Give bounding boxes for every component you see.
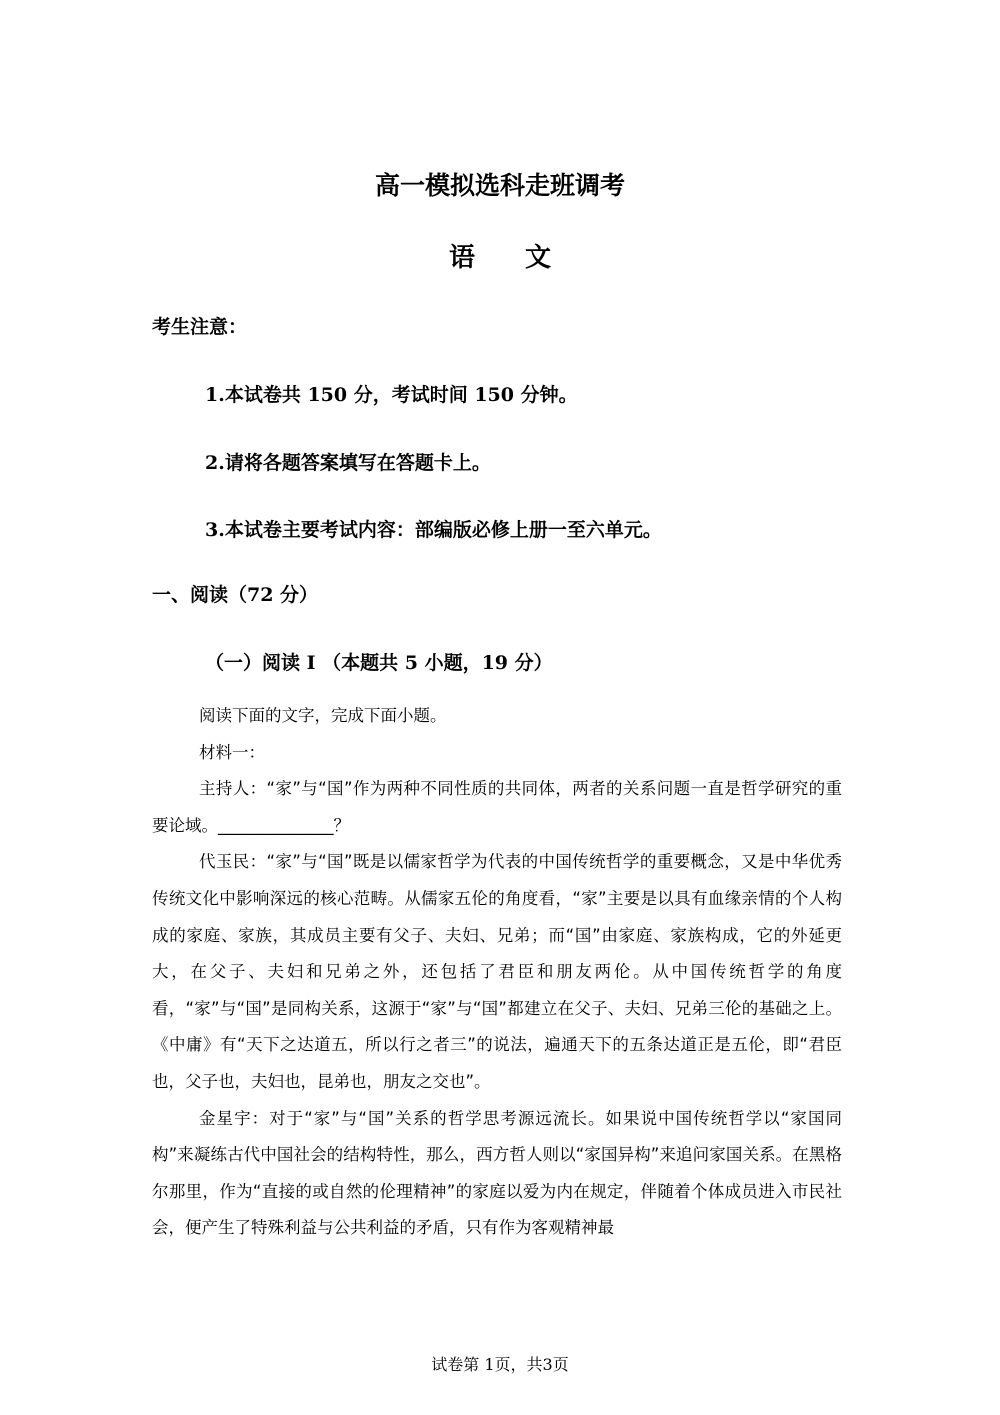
exam-title: 高一模拟选科走班调考 [374,171,625,200]
notice-item-3: 3.本试卷主要考试内容：部编版必修上册一至六单元。 [205,519,662,541]
passage-paragraph: 金星宇：对于“家”与“国”关系的哲学思考源远流长。如果说中国传统哲学以“家国同构”来凝练古代中国社会的结构特性，那么，西方哲人则以“家国异构”来追问家国关系。在黑格尔那里，作为“直接的或自然的伦理精神”的家庭以爱为内在规定，伴随着个体成员进入市民社会，便产生了特殊利益与公共利益的矛盾，只有作为客观精神最 [152,1108,842,1238]
notice-item-1: 1.本试卷共 150 分，考试时间 150 分钟。 [205,384,578,406]
passage-body [152,698,842,1247]
subject-title: 语文 [448,243,601,273]
passage-paragraph: 主持人：“家”与“国”作为两种不同性质的共同体，两者的关系问题一直是哲学研究的重要论域。______________？ [152,779,842,835]
notice-item-2: 2.请将各题答案填写在答题卡上。 [205,452,491,474]
page-footer: 试卷第 1页，共3页 [431,1355,569,1374]
notice-heading: 考生注意： [152,316,248,338]
material-label: 材料一： [199,742,265,762]
passage-instruction: 阅读下面的文字，完成下面小题。 [199,706,447,725]
subsection-heading: （一）阅读 I （本题共 5 小题，19 分） [205,652,553,674]
section-heading: 一、阅读（72 分） [152,584,319,606]
passage-paragraph: 代玉民：“家”与“国”既是以儒家哲学为代表的中国传统哲学的重要概念，又是中华优秀传统文化中影响深远的核心范畴。从儒家五伦的角度看，“家”主要是以具有血缘亲情的个人构成的家庭、家族，其成员主要有父子、夫妇、兄弟；而“国”由家庭、家族构成，它的外延更大，在父子、夫妇和兄弟之外，还包括了君臣和朋友两伦。从中国传统哲学的角度看，“家”与“国”是同构关系，这源于“家”与“国”都建立在父子、夫妇、兄弟三伦的基础之上。《中庸》有“天下之达道五，所以行之者三”的说法，遍通天下的五条达道正是五伦，即“君臣也，父子也，夫妇也，昆弟也，朋友之交也”。 [152,852,842,1091]
